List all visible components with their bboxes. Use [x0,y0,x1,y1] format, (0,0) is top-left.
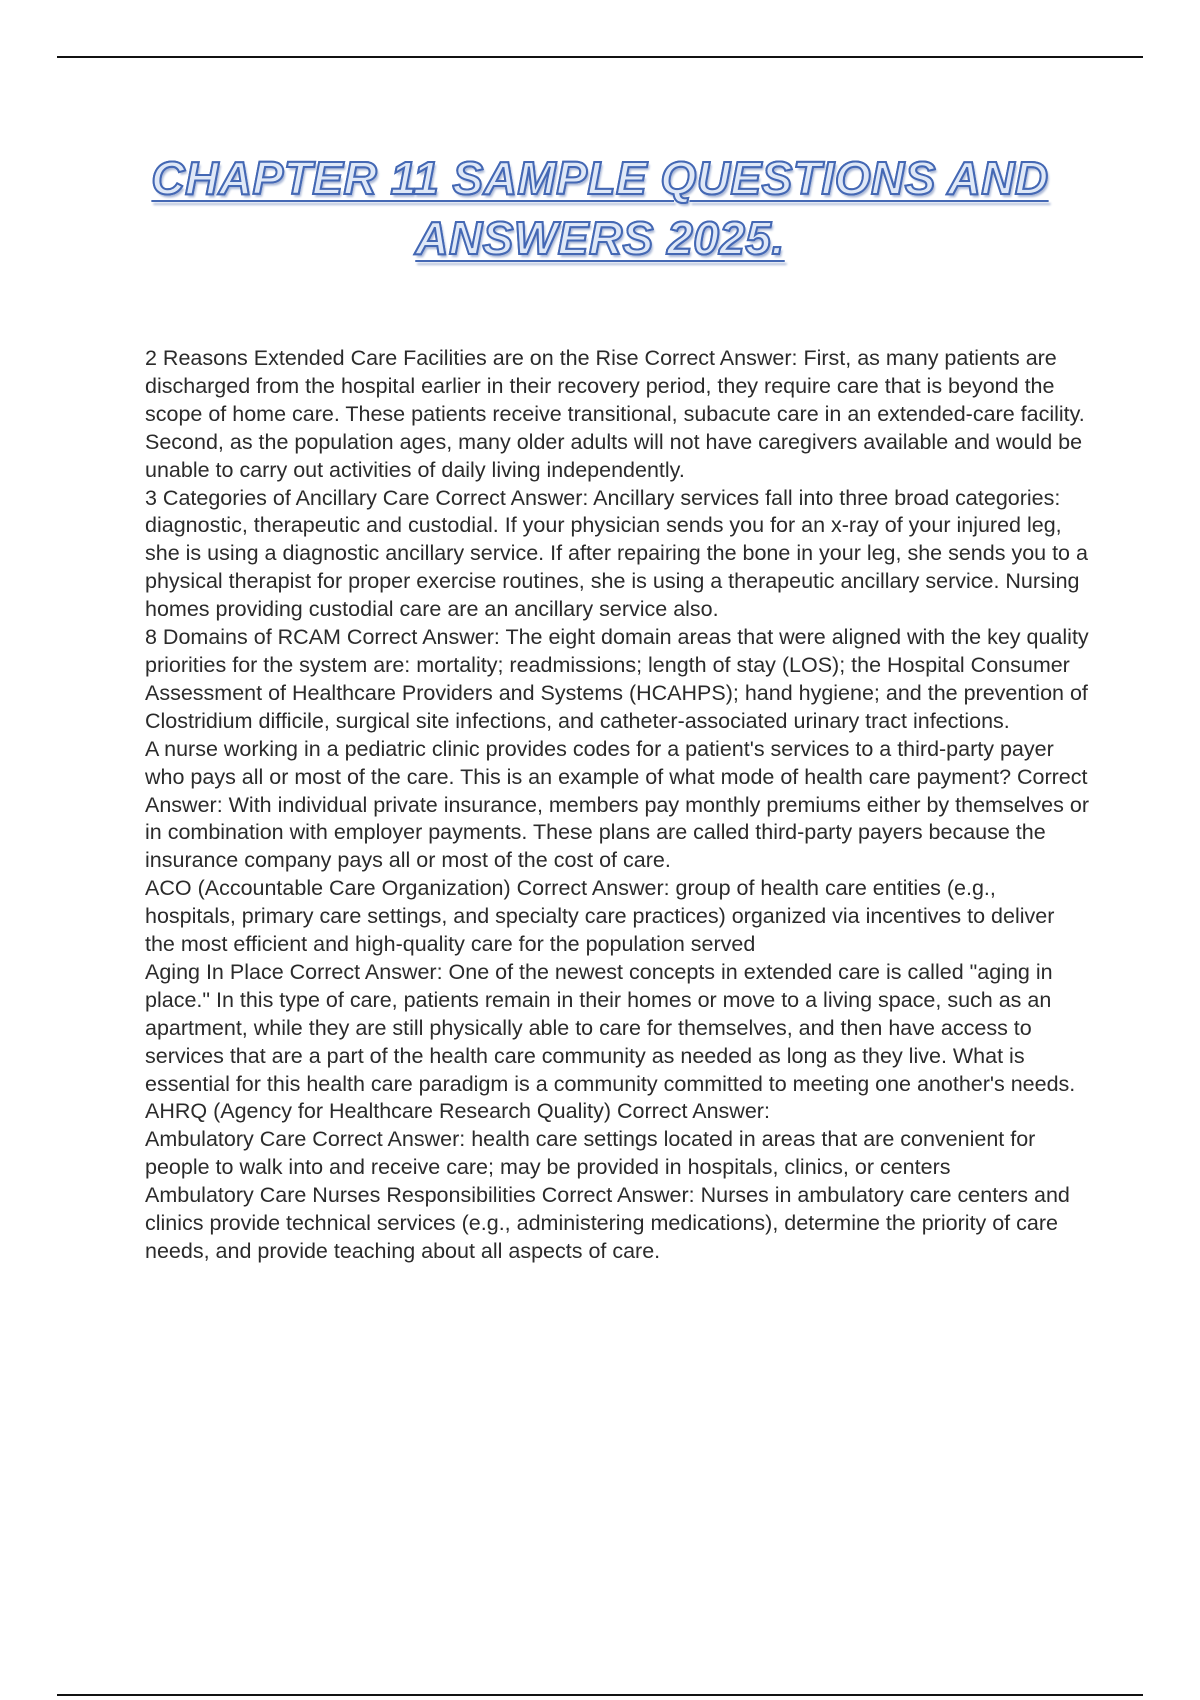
qa-entry-pediatric-payment: A nurse working in a pediatric clinic provides codes for a patient's services to a third-party payer who pays all or most of the care. This is an example of what mode of health care payment? Correct Answer: With individual private insurance, members pay monthly premiums either by themselves or in combination with employer payments. These plans are called third-party payers because the insurance company pays all or most of the cost of care. [145,736,1089,873]
qa-entry-aging-in-place: Aging In Place Correct Answer: One of the newest concepts in extended care is called "aging in place." In this type of care, patients remain in their homes or move to a living space, such as an apartment, while they are still physically able to care for themselves, and then have access to services that are a part of the health care community as needed as long as they live. What is essential for this health care paradigm is a community committed to meeting one another's needs. [145,959,1076,1096]
qa-entry-ambulatory-nurses: Ambulatory Care Nurses Responsibilities Correct Answer: Nurses in ambulatory care centers and clinics provide technical services (e.g., administering medications), determine the priority of care needs, and provide teaching about all aspects of care. [145,1183,1070,1263]
qa-entry-ambulatory-care: Ambulatory Care Correct Answer: health care settings located in areas that are convenient for people to walk into and receive care; may be provided in hospitals, clinics, or centers [145,1127,1036,1180]
qa-entry-ahrq: AHRQ (Agency for Healthcare Research Quality) Correct Answer: [145,1099,770,1124]
qa-entry-rcam-domains: 8 Domains of RCAM Correct Answer: The eight domain areas that were aligned with the key quality priorities for the system are: mortality; readmissions; length of stay (LOS); the Hospital Consumer Assessment of Healthcare Providers and Systems (HCAHPS); hand hygiene; and the prevention of Clostridium difficile, surgical site infections, and catheter-associated urinary tract infections. [145,625,1089,733]
top-rule [57,56,1143,58]
document-body [145,345,1090,1266]
title-line-2: ANSWERS 2025. [415,212,785,264]
document-title [120,148,1080,268]
bottom-rule [57,1694,1143,1696]
title-line-1: CHAPTER 11 SAMPLE QUESTIONS AND [151,152,1049,204]
qa-entry-aco: ACO (Accountable Care Organization) Correct Answer: group of health care entities (e.g., hospitals, primary care settings, and specialty care practices) organized via incentives to deliver the most efficient and high-quality care for the population served [145,876,1055,957]
qa-entry-ancillary-care: 3 Categories of Ancillary Care Correct Answer: Ancillary services fall into three broad categories: diagnostic, therapeutic and custodial. If your physician sends you for an x-ray of your injured leg, she is using a diagnostic ancillary service. If after repairing the bone in your leg, she sends you to a physical therapist for proper exercise routines, she is using a therapeutic ancillary service. Nursing homes providing custodial care are an ancillary service also. [145,485,1088,622]
qa-entry-extended-care: 2 Reasons Extended Care Facilities are on the Rise Correct Answer: First, as many patients are discharged from the hospital earlier in their recovery period, they require care that is beyond the scope of home care. These patients receive transitional, subacute care in an extended-care facility. Second, as the population ages, many older adults will not have caregivers available and would be unable to carry out activities of daily living independently. [145,346,1085,482]
